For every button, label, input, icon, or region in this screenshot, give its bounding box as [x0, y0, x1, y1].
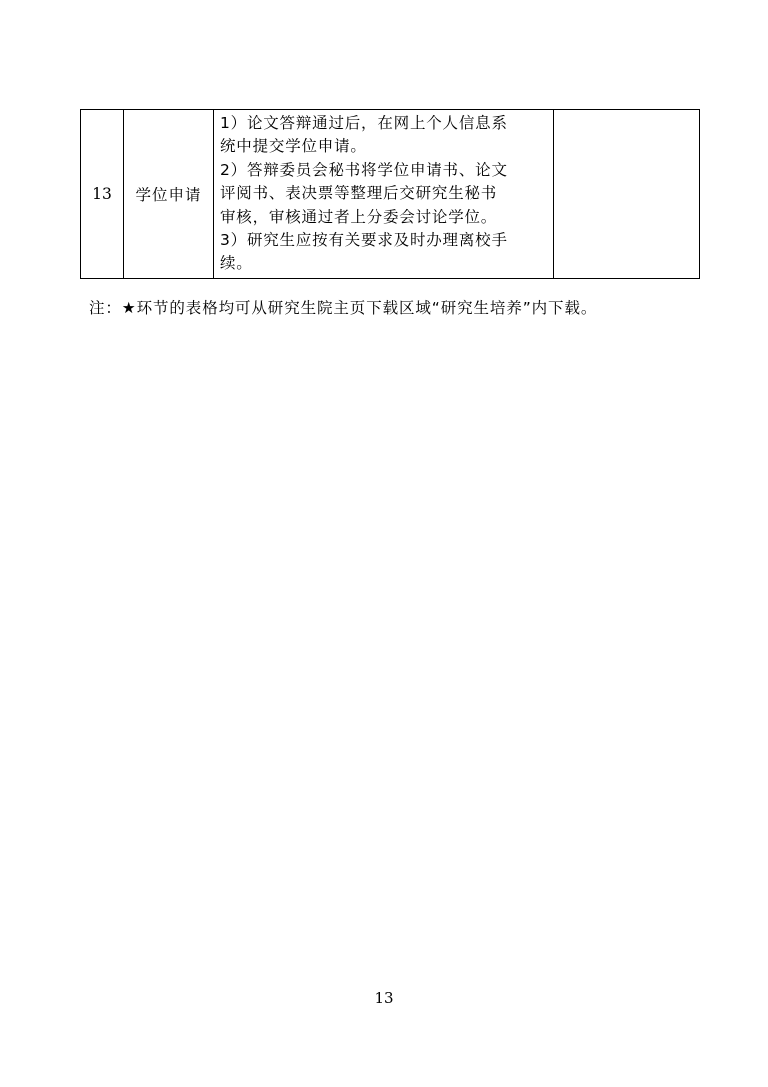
description-line: 3）研究生应按有关要求及时办理离校手: [220, 231, 508, 250]
description-line: 统中提交学位申请。: [220, 137, 367, 156]
description-line: 续。: [220, 254, 253, 273]
description-line: 审核，审核通过者上分委会讨论学位。: [220, 207, 498, 226]
description-line: 1）论文答辩通过后，在网上个人信息系: [220, 114, 508, 132]
page-number: 13: [374, 989, 394, 1007]
description-line: 评阅书、表决票等整理后交研究生秘书: [220, 184, 498, 203]
remark-cell: [554, 110, 700, 279]
step-name-cell: 学位申请: [124, 110, 214, 279]
footnote: 注：★环节的表格均可从研究生院主页下载区域“研究生培养”内下载。: [89, 299, 598, 317]
description-cell: [214, 110, 554, 279]
table-row: [81, 110, 700, 279]
procedure-table: [80, 109, 700, 279]
row-number-cell: 13: [81, 110, 124, 279]
description-line: 2）答辩委员会秘书将学位申请书、论文: [220, 160, 508, 179]
